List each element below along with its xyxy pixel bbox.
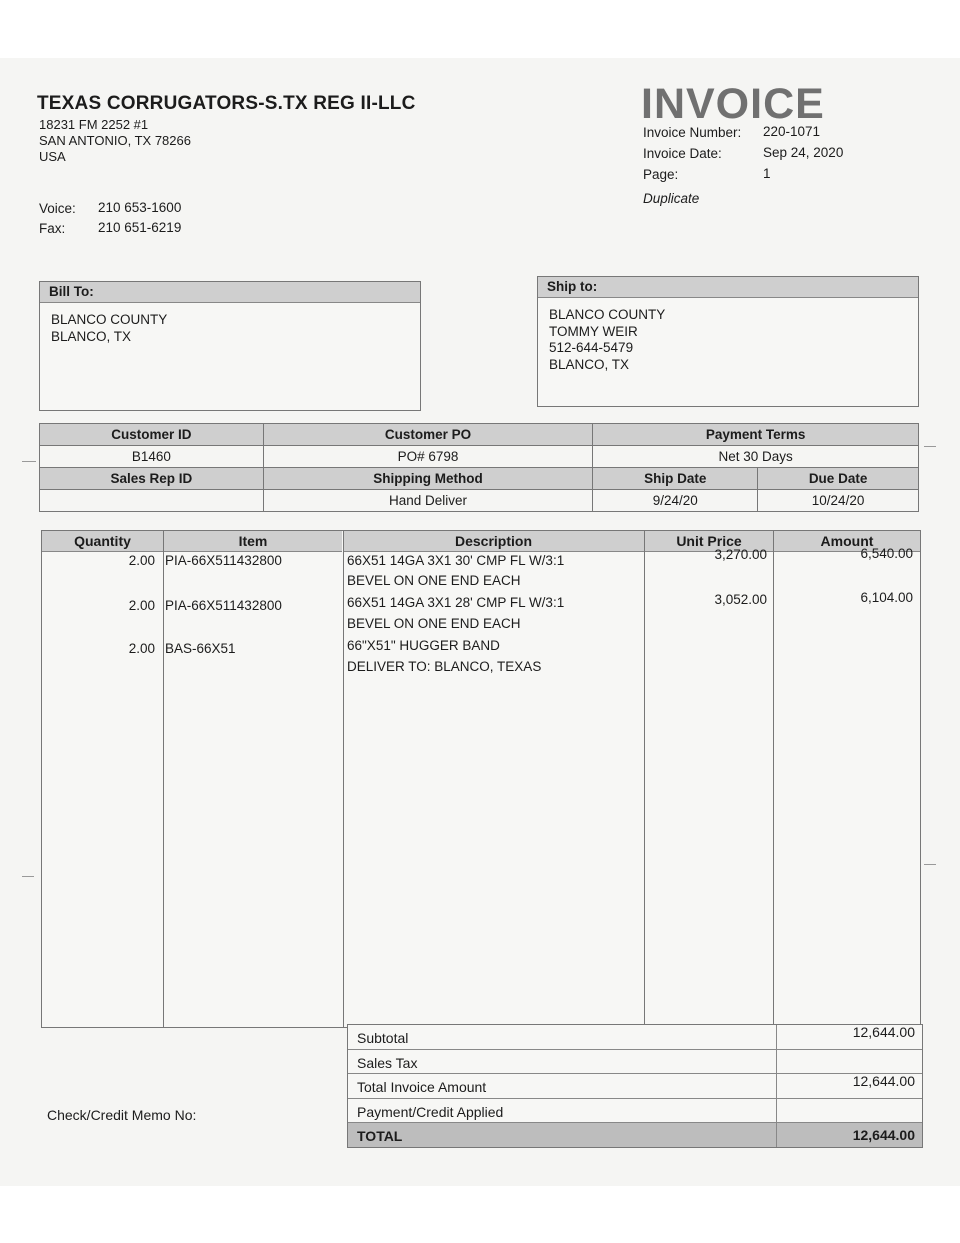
row-6-description: DELIVER TO: BLANCO, TEXAS — [347, 659, 542, 674]
bill-to-heading: Bill To: — [40, 282, 420, 303]
column-divider — [163, 531, 164, 1027]
customer-id-value: B1460 — [40, 446, 264, 468]
ship-to-line-3: 512-644-5479 — [549, 340, 634, 355]
ship-to-line-1: BLANCO COUNTY — [549, 307, 666, 322]
sales-rep-header: Sales Rep ID — [40, 468, 264, 490]
amount-header: Amount — [774, 531, 920, 552]
check-credit-memo-label: Check/Credit Memo No: — [47, 1107, 197, 1123]
voice-number: 210 653-1600 — [98, 200, 182, 215]
customer-id-header: Customer ID — [40, 424, 264, 446]
bill-to-line-1: BLANCO COUNTY — [51, 312, 168, 327]
row-3-unit-price: 3,052.00 — [714, 592, 767, 607]
row-1-item: PIA-66X511432800 — [165, 553, 282, 568]
line-items-table — [41, 530, 921, 1028]
row-5-quantity: 2.00 — [128, 641, 155, 656]
due-date-value: 10/24/20 — [758, 490, 919, 512]
invoice-number-label: Invoice Number: — [643, 125, 742, 140]
column-divider — [773, 531, 774, 1027]
customer-po-header: Customer PO — [263, 424, 593, 446]
sales-tax-row — [348, 1050, 922, 1075]
invoice-title: INVOICE — [641, 80, 825, 128]
shipping-method-header: Shipping Method — [263, 468, 593, 490]
terms-table — [39, 423, 919, 512]
margin-tick — [22, 461, 36, 462]
fax-number: 210 651-6219 — [98, 220, 182, 235]
ship-date-value: 9/24/20 — [593, 490, 758, 512]
bill-to-box — [39, 281, 421, 411]
company-name: TEXAS CORRUGATORS-S.TX REG II-LLC — [37, 93, 416, 114]
row-1-unit-price: 3,270.00 — [714, 547, 767, 562]
subtotal-value: 12,644.00 — [852, 1024, 915, 1040]
invoice-number: 220-1071 — [763, 124, 821, 139]
margin-tick — [924, 864, 936, 865]
row-3-amount: 6,104.00 — [860, 590, 913, 605]
sales-tax-label: Sales Tax — [357, 1054, 418, 1071]
row-5-description: 66"X51" HUGGER BAND — [347, 638, 500, 653]
invoice-date: Sep 24, 2020 — [763, 145, 844, 160]
row-1-description: 66X51 14GA 3X1 30' CMP FL W/3:1 — [347, 553, 565, 568]
due-date-header: Due Date — [758, 468, 919, 490]
row-5-item: BAS-66X51 — [165, 641, 236, 656]
payment-applied-label: Payment/Credit Applied — [357, 1103, 504, 1120]
unit-price-header: Unit Price — [645, 531, 773, 552]
voice-label: Voice: — [39, 201, 76, 216]
ship-to-line-2: TOMMY WEIR — [549, 323, 638, 339]
company-address-line-2: SAN ANTONIO, TX 78266 — [39, 133, 191, 148]
bill-to-line-2: BLANCO, TX — [51, 328, 132, 344]
margin-tick — [924, 446, 936, 447]
subtotal-label: Subtotal — [357, 1030, 409, 1046]
total-invoice-value: 12,644.00 — [852, 1073, 915, 1089]
company-address-line-3: USA — [39, 149, 66, 164]
payment-terms-header: Payment Terms — [593, 424, 919, 446]
page-number: 1 — [763, 166, 771, 181]
row-4-description: BEVEL ON ONE END EACH — [347, 616, 521, 631]
duplicate-note: Duplicate — [643, 191, 700, 206]
item-header: Item — [164, 531, 342, 552]
row-3-quantity: 2.00 — [128, 598, 155, 613]
page-label: Page: — [643, 167, 679, 182]
row-3-item: PIA-66X511432800 — [165, 598, 282, 613]
sales-rep-value — [40, 490, 264, 512]
fax-label: Fax: — [39, 221, 66, 236]
row-3-description: 66X51 14GA 3X1 28' CMP FL W/3:1 — [347, 595, 565, 610]
total-value: 12,644.00 — [852, 1127, 915, 1143]
total-label: TOTAL — [357, 1128, 403, 1144]
column-divider — [343, 531, 344, 1027]
payment-terms-value: Net 30 Days — [593, 446, 919, 468]
total-invoice-label: Total Invoice Amount — [357, 1079, 487, 1095]
total-invoice-row — [348, 1074, 922, 1099]
ship-to-box — [537, 276, 919, 407]
payment-applied-row — [348, 1099, 922, 1124]
ship-to-heading: Ship to: — [538, 277, 918, 298]
description-header: Description — [343, 531, 644, 552]
subtotal-row — [348, 1025, 922, 1050]
row-1-quantity: 2.00 — [128, 553, 155, 568]
shipping-method-value: Hand Deliver — [263, 490, 593, 512]
margin-tick — [22, 876, 34, 877]
row-2-description: BEVEL ON ONE END EACH — [347, 573, 521, 588]
ship-date-header: Ship Date — [593, 468, 758, 490]
ship-to-line-4: BLANCO, TX — [549, 356, 630, 372]
totals-box — [347, 1024, 923, 1148]
customer-po-value: PO# 6798 — [263, 446, 593, 468]
invoice-date-label: Invoice Date: — [643, 146, 722, 161]
total-row — [348, 1123, 922, 1147]
quantity-header: Quantity — [42, 531, 163, 552]
company-address-line-1: 18231 FM 2252 #1 — [39, 117, 149, 132]
row-1-amount: 6,540.00 — [860, 546, 913, 561]
